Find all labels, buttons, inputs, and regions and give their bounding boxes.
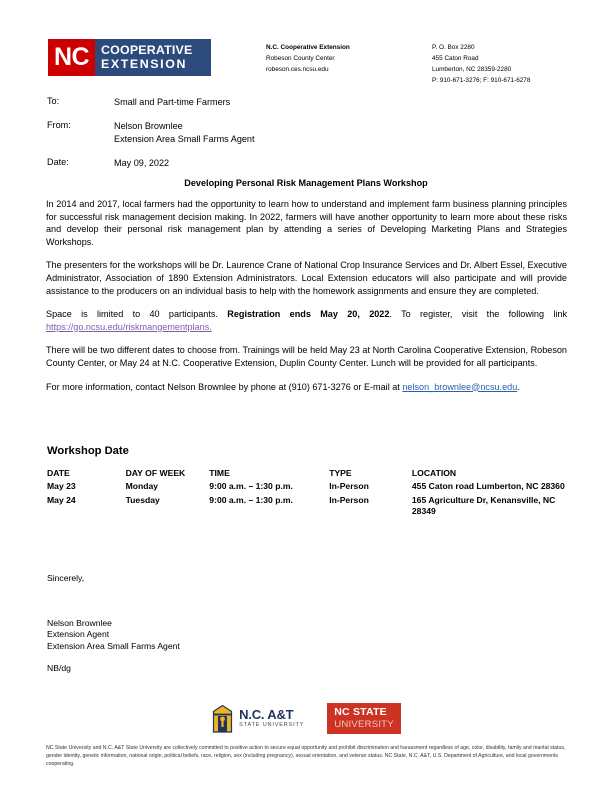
logo-extension-text: EXTENSION: [101, 56, 188, 71]
cell-location: 455 Caton road Lumberton, NC 28360: [411, 481, 565, 492]
cell-location: 165 Agriculture Dr, Kenansville, NC 28349: [411, 494, 556, 516]
column-header-type: TYPE: [329, 468, 352, 478]
memo-row-to: [47, 96, 447, 108]
cell-time: 9:00 a.m. – 1:30 p.m.: [209, 494, 293, 505]
logo-cooperative-text: COOPERATIVE: [101, 43, 193, 58]
memo-date-label: Date:: [47, 157, 69, 168]
memo-date-value: [114, 157, 447, 169]
signature-title-1: Extension Agent: [47, 629, 110, 640]
memo-from-label: From:: [47, 120, 71, 131]
registration-link[interactable]: https://go.ncsu.edu/riskmangementplans.: [46, 321, 212, 332]
column-header-day-of-week: DAY OF WEEK: [125, 468, 186, 478]
paragraph-presenters: The presenters for the workshops will be Dr. Laurence Crane of National Crop Insurance Services and Dr. Albert Essel, Executive Administrator, Association of 1890 Extension Administrators. Local Extension educators will also participate and will provide assistance to the producers on an individual basis to help with the homework assignments and ensure they are completed.: [46, 260, 567, 296]
ncat-subtitle-text: STATE UNIVERSITY: [239, 722, 305, 729]
nc-state-university-logo: [327, 703, 401, 734]
office-website: robeson.ces.ncsu.edu: [266, 66, 329, 74]
table-row: [47, 481, 567, 494]
footer-disclaimer: NC State University and N.C. A&T State University are collectively committed to positive action to secure equal opportunity and prohibit discrimination and harassment regardless of age, color, disability, family and marital status, gender identity, genetic information, national origin, political beliefs, race, religion, sex (including pregnancy), sexual orientation, and veteran status. NC State, N.C. A&T, U.S. Department of Agriculture, and local governments cooperating.: [46, 745, 566, 768]
email-link[interactable]: nelson_brownlee@ncsu.edu: [402, 381, 518, 392]
footer-logos: [0, 703, 612, 734]
signature-space-2: [47, 652, 180, 663]
contact-text-1: For more information, contact Nelson Brownlee by phone at (910) 671-3276 or E-mail at: [46, 381, 403, 392]
paragraph-intro: In 2014 and 2017, local farmers had the opportunity to learn how to understand and implement farm business planning principles for successful risk management decision making. In 2022, farmers will have another opportunity to learn more about these risks and develop their personal risk management plan by attending a series of Developing Marketing Plans and Strategies Workshops.: [46, 199, 567, 247]
letterhead: [0, 0, 612, 90]
registration-text-1: Space is limited to 40 participants.: [46, 309, 228, 320]
memo-to-recipient: Small and Part-time Farmers: [114, 97, 231, 107]
letterhead-office-info: [266, 42, 426, 75]
signature-initials: NB/dg: [47, 663, 71, 674]
signature-title-2: Extension Area Small Farms Agent: [47, 640, 180, 651]
cell-day: Tuesday: [125, 494, 160, 505]
workshop-section-heading: Workshop Date: [47, 445, 129, 457]
signature-name: Nelson Brownlee: [47, 617, 112, 628]
address-phone-fax: P: 910-671-3276; F: 910-671-6278: [432, 77, 531, 85]
ncstate-name-text: NC STATE: [334, 706, 387, 718]
registration-deadline: Registration ends May 20, 2022: [227, 309, 390, 320]
ncat-name-text: N.C. A&T: [239, 707, 294, 723]
office-name: N.C. Cooperative Extension: [266, 44, 350, 51]
nc-logo-block: [48, 39, 95, 76]
workshop-schedule-table: [47, 468, 567, 519]
memo-row-from: [47, 120, 447, 145]
nc-at-state-university-logo: [211, 705, 304, 733]
nc-at-logo-wordmark: [239, 708, 304, 729]
memo-from-name: Nelson Brownlee: [114, 121, 183, 132]
signature-block: [47, 573, 180, 675]
memo-to-label: To:: [47, 96, 60, 106]
signature-space: [47, 585, 180, 618]
document-body: [46, 198, 567, 393]
memo-to-value: [114, 96, 447, 108]
memo-from-value: [114, 120, 447, 145]
nc-logo-text: NC: [53, 43, 90, 71]
memo-date: May 09, 2022: [114, 158, 170, 169]
table-header-row: [47, 468, 567, 481]
memo-from-title: Extension Area Small Farms Agent: [114, 133, 255, 144]
paragraph-dates: There will be two different dates to choose from. Trainings will be held May 23 at North Carolina Cooperative Extension, Robeson County Center, or May 24 at N.C. Cooperative Extension, Duplin County Center. Lunch will be provided for all participants.: [46, 345, 567, 368]
address-po-box: P. O. Box 2280: [432, 44, 475, 51]
cell-date: May 23: [47, 481, 76, 492]
office-center: Robeson County Center: [266, 55, 335, 63]
address-city-state-zip: Lumberton, NC 28359-2280: [432, 66, 512, 74]
extension-logo-block: [95, 39, 211, 76]
paragraph-registration: [46, 308, 567, 333]
signature-closing: Sincerely,: [47, 573, 85, 583]
column-header-location: LOCATION: [411, 468, 457, 478]
column-header-date: DATE: [47, 468, 70, 478]
address-street: 455 Caton Road: [432, 55, 479, 63]
memo-row-date: [47, 157, 447, 169]
column-header-time: TIME: [209, 468, 230, 478]
contact-text-2: .: [517, 381, 520, 392]
letterhead-address-info: [432, 42, 607, 86]
cell-day: Monday: [125, 481, 159, 492]
cell-date: May 24: [47, 494, 76, 505]
paragraph-contact: [46, 381, 567, 394]
page-title: Developing Personal Risk Management Plans Workshop: [184, 178, 428, 188]
memo-header: [47, 96, 447, 182]
registration-text-2: . To register, visit the following link: [389, 309, 567, 320]
cell-time: 9:00 a.m. – 1:30 p.m.: [209, 481, 293, 492]
nc-cooperative-extension-logo: [48, 39, 211, 76]
table-row: [47, 495, 567, 520]
cell-type: In-Person: [329, 494, 369, 505]
bell-tower-icon: [211, 705, 234, 733]
cell-type: In-Person: [329, 481, 369, 492]
ncstate-subtitle-text: UNIVERSITY: [334, 718, 394, 730]
